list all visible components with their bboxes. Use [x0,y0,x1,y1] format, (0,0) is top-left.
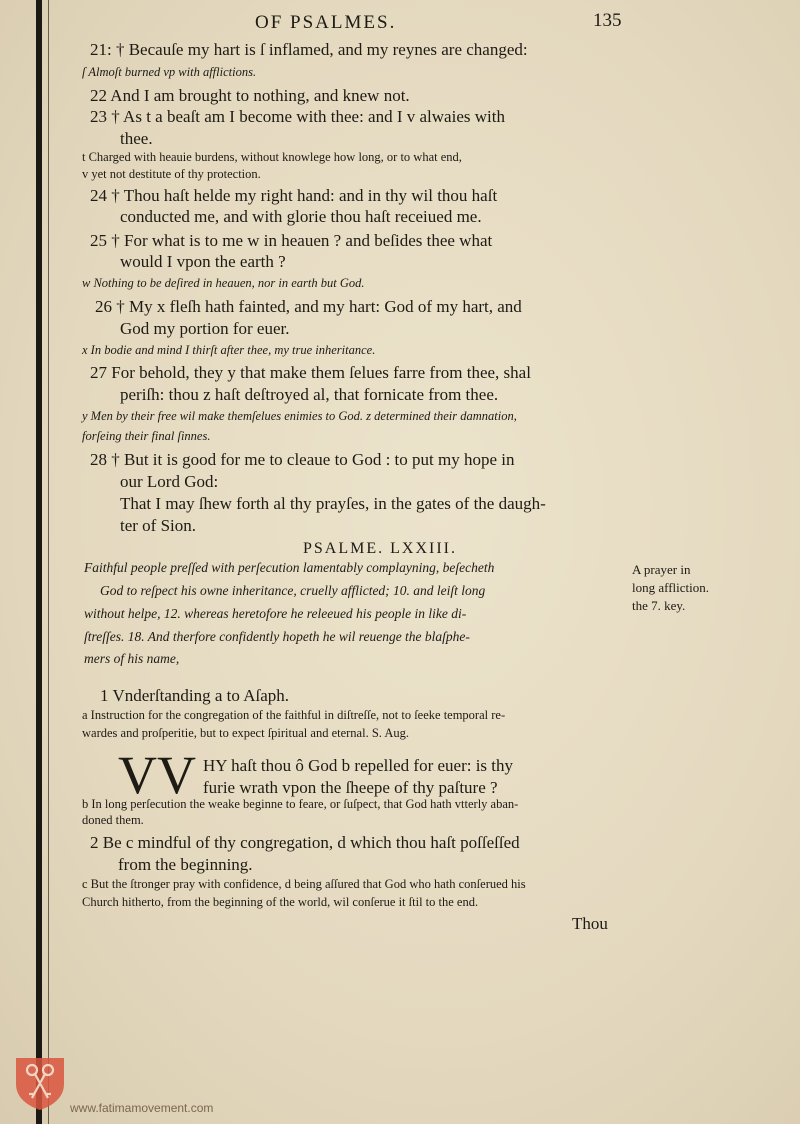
footer-website: www.fatimamovement.com [70,1101,214,1115]
note-y-z-cont: forſeing their final ſinnes. [82,429,211,443]
note-w: w Nothing to be deſired in heauen, nor in earth but God. [82,276,365,290]
page-gutter-line [48,0,49,1124]
verse-1-title: 1 Vnderſtanding a to Aſaph. [100,686,290,705]
verse-22: 22 And I am brought to nothing, and knew not. [90,86,410,105]
verse-23-line2: thee. [120,129,153,148]
verse-2-line1: 2 Be c mindful of thy congregation, d which thou haſt poſſeſſed [90,833,520,852]
argument-line-4: ſtreſſes. 18. And therfore confidently hopeth he wil reuenge the blaſphe- [84,629,470,644]
verse-25-line2: would I vpon the earth ? [120,252,286,271]
margin-note-line-3: the 7. key. [632,598,686,613]
verse-21: 21: † Becauſe my hart is ſ inflamed, and my reynes are changed: [90,40,528,59]
note-a-line2: wardes and proſperitie, but to expect ſpiritual and eternal. S. Aug. [82,726,409,740]
note-a-line1: a Instruction for the congregation of the faithful in diſtreſſe, not to ſeeke temporal re- [82,708,506,722]
fatima-movement-logo [12,1054,68,1112]
verse-1-line2: furie wrath vpon the ſheepe of thy paſture ? [203,778,498,797]
verse-23-line1: 23 † As t a beaſt am I become with thee: and I v alwaies with [90,107,505,126]
margin-mark [36,316,39,338]
argument-line-1: Faithful people preſſed with perſecution lamentably complayning, beſecheth [84,560,495,575]
page-gutter [36,0,42,1124]
verse-24-line2: conducted me, and with glorie thou haſt receiued me. [120,207,482,226]
note-s: ſ Almoſt burned vp with afflictions. [82,65,257,79]
note-c-d-line2: Church hitherto, from the beginning of the world, wil conſerue it ſtil to the end. [82,895,479,909]
running-head: OF PSALMES. [255,12,397,33]
verse-28-line1: 28 † But it is good for me to cleaue to God : to put my hope in [90,450,515,469]
verse-28-line3: That I may ſhew forth al thy prayſes, in the gates of the daugh- [120,494,546,513]
margin-note-line-1: A prayer in [632,562,691,577]
note-y-z: y Men by their free wil make themſelues enimies to God. z determined their damnation, [82,409,517,423]
verse-1-line1: HY haſt thou ô God b repelled for euer: is thy [203,756,514,775]
verse-26-line1: 26 † My x fleſh hath fainted, and my hart: God of my hart, and [95,297,522,316]
verse-25-line1: 25 † For what is to me w in heauen ? and beſides thee what [90,231,493,250]
verse-28-line4: ter of Sion. [120,516,197,535]
argument-line-3: without helpe, 12. whereas heretofore he releeued his people in like di- [84,606,467,621]
psalm-title: PSALME. LXXIII. [303,540,457,557]
verse-26-line2: God my portion for euer. [120,319,290,338]
note-b-line2: doned them. [82,813,144,827]
page-number: 135 [593,10,622,31]
verse-27-line1: 27 For behold, they y that make them ſelues farre from thee, shal [90,363,531,382]
verse-27-line2: periſh: thou z haſt deſtroyed al, that fornicate from thee. [120,385,499,404]
verse-28-line2: our Lord God: [120,472,219,491]
drop-cap: VV [118,745,196,805]
verse-2-line2: from the beginning. [118,855,253,874]
note-b-line1: b In long perſecution the weake beginne to feare, or ſuſpect, that God hath vtterly aban- [82,797,519,811]
verse-24-line1: 24 † Thou haſt helde my right hand: and in thy wil thou haſt [90,186,498,205]
note-v: v yet not destitute of thy protection. [82,167,261,181]
note-c-d-line1: c But the ſtronger pray with confidence, d being aſſured that God who hath conſerued his [82,877,526,891]
argument-line-5: mers of his name, [84,651,180,666]
margin-note-line-2: long affliction. [632,580,710,595]
note-t: t Charged with heauie burdens, without knowlege how long, or to what end, [82,150,462,164]
catchword: Thou [572,914,608,933]
argument-line-2: God to reſpect his owne inheritance, cruelly afflicted; 10. and leiſt long [100,583,486,598]
note-x: x In bodie and mind I thirſt after thee, my true inheritance. [82,343,376,357]
